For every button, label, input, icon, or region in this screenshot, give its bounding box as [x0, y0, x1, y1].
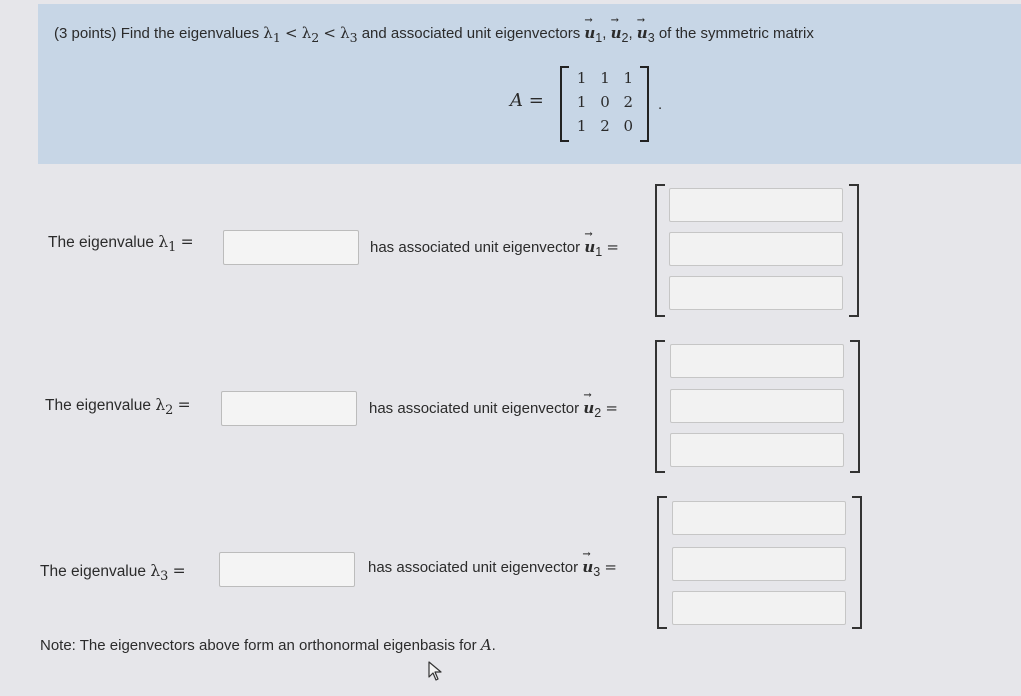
- matrix-period: .: [658, 96, 663, 113]
- vector-left-bracket-2: [655, 340, 665, 473]
- vector-left-bracket-1: [655, 184, 665, 317]
- eigenvector-3-component-3[interactable]: [672, 591, 846, 625]
- eigenvalue-label-3: The eigenvalue $\lambda_3$ =: [40, 562, 186, 585]
- eigenvector-3-component-2[interactable]: [672, 547, 846, 581]
- matrix-left-bracket: [560, 66, 569, 142]
- matrix-cell: 1: [576, 93, 587, 111]
- matrix-cell: 1: [576, 117, 587, 135]
- eigenvector-label-3: has associated unit eigenvector → $u_3$ =: [368, 558, 617, 579]
- eigenvector-label-2: has associated unit eigenvector → $u_2$ =: [369, 399, 618, 420]
- matrix-cell: 1: [623, 69, 634, 87]
- eigenvector-label-1: has associated unit eigenvector → $u_1$ =: [370, 238, 619, 259]
- matrix-cell: 0: [600, 93, 610, 111]
- eigenvector-1-component-1[interactable]: [669, 188, 843, 222]
- matrix-cell: 1: [576, 69, 587, 87]
- matrix-cell: 1: [600, 69, 610, 87]
- mouse-pointer-icon: [426, 660, 444, 687]
- matrix-right-bracket: [640, 66, 649, 142]
- eigenvector-1-component-2[interactable]: [669, 232, 843, 266]
- question-text: (3 points) Find the eigenvalues $\lambda_1 < \lambda_2 < \lambda_3$ and associated unit eigenvectors → $u_1$, → $u_2$, → $u_3$ of the symmetric matrix: [54, 24, 814, 45]
- matrix-cell: 0: [623, 117, 634, 135]
- note-text: Note: The eigenvectors above form an orthonormal eigenbasis for A.: [40, 636, 496, 654]
- matrix-cell: 2: [600, 117, 610, 135]
- matrix-cell: 2: [623, 93, 634, 111]
- matrix-label: A =: [510, 90, 544, 111]
- eigenvalue-input-1[interactable]: [223, 230, 359, 265]
- matrix-entries: [570, 66, 640, 138]
- question-panel: [38, 4, 1021, 164]
- eigenvalue-input-2[interactable]: [221, 391, 357, 426]
- eigenvector-2-component-1[interactable]: [670, 344, 844, 378]
- vector-right-bracket-2: [850, 340, 860, 473]
- eigenvector-1-component-3[interactable]: [669, 276, 843, 310]
- eigenvector-2-component-3[interactable]: [670, 433, 844, 467]
- eigenvector-2-component-2[interactable]: [670, 389, 844, 423]
- vector-left-bracket-3: [657, 496, 667, 629]
- eigenvalue-input-3[interactable]: [219, 552, 355, 587]
- vector-right-bracket-3: [852, 496, 862, 629]
- eigenvalue-label-1: The eigenvalue $\lambda_1$ =: [48, 233, 194, 256]
- eigenvector-3-component-1[interactable]: [672, 501, 846, 535]
- eigenvalue-label-2: The eigenvalue $\lambda_2$ =: [45, 396, 191, 419]
- vector-right-bracket-1: [849, 184, 859, 317]
